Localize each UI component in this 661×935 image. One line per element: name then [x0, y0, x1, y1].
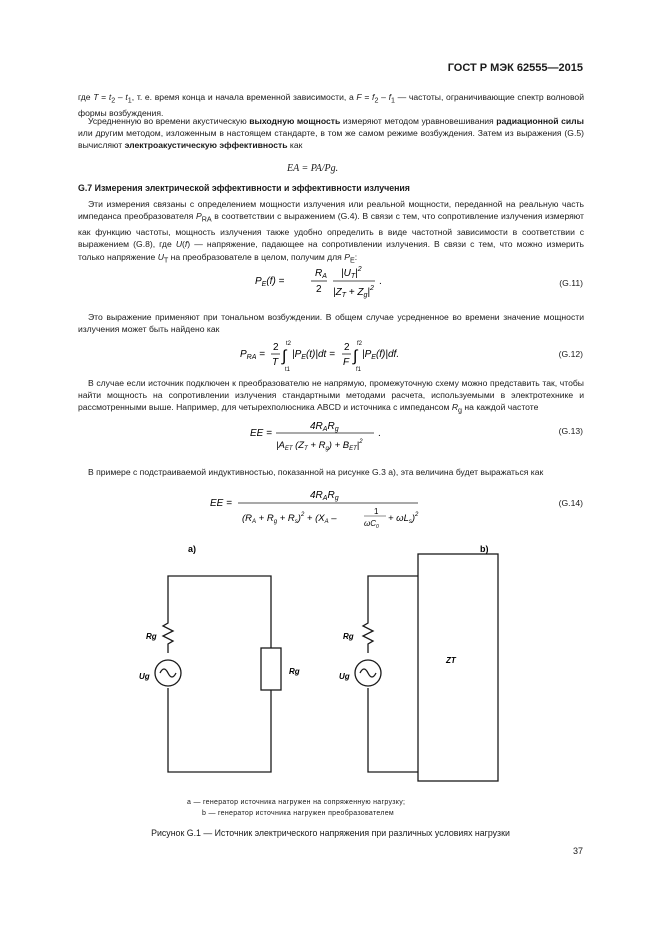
paragraph-4: Это выражение применяют при тональном возбуждении. В общем случае усредненное во времени значение мощности излучения может быть найдено как	[78, 312, 584, 335]
load-label-a: Rg	[289, 667, 300, 676]
equation-number-g14: (G.14)	[558, 498, 583, 508]
paragraph-2: Усредненную во времени акустическую выходную мощность измеряют методом уравновешивания радиационной силы или другим методом, изложенным в настоящем стандарте, в том же самом режиме возбуждения. Затем из выражения (G.5) вычисляют электроакустическую эффективность как	[78, 116, 584, 151]
figure-note-b: b — генератор источника нагружен преобразователем	[202, 810, 395, 817]
rg-label-b: Rg	[343, 632, 354, 641]
page-number: 37	[572, 846, 583, 856]
paragraph-3: Эти измерения связаны с определением мощности излучения или реальной мощности, переданной на реальную часть импеданса преобразователя $P_{RA}$ в соответствии с выражением (G.4). В связи с тем, что сопротивление излучения измеряют как функцию частоты, мощность излучения также удобно определить в виде частотной зависимости в соответствии с выражением (G.8), где U(f) — напряжение, падающее на сопротивлении излучения. В связи с тем, что можно измерить только напряжение $U_T$ на преобразователе в целом, получим для $P_E$:	[78, 199, 584, 265]
ug-label-a: Ug	[139, 672, 150, 681]
circuit-a	[155, 576, 281, 772]
svg-text:+ ωLs)2: + $\omega L_s)^2$	[388, 512, 419, 525]
circuit-b	[355, 554, 498, 781]
equation-number-g13: (G.13)	[558, 426, 583, 436]
equation-g14	[210, 486, 430, 530]
equation-ea: EA = PA/Pg.	[287, 163, 339, 174]
svg-text:|AET (ZT + Rg) + BET|2: $|A_{ET}$ $(Z_T + R_g) + B_{ET}|^2$	[276, 439, 363, 452]
svg-text:|UT|2: $|U_T|^2$	[341, 266, 362, 280]
figure-note-a: а — генератор источника нагружен на сопряженную нагрузку;	[187, 799, 406, 806]
svg-text:T: T	[272, 357, 279, 368]
svg-text:F: F	[343, 357, 350, 368]
svg-text:.: .	[379, 276, 382, 287]
svg-text:EE =: EE =	[250, 428, 272, 439]
equation-number-g12: (G.12)	[558, 349, 583, 359]
svg-text:t2: t2	[286, 341, 292, 347]
svg-text:∫: ∫	[282, 348, 287, 365]
figure-caption: Рисунок G.1 — Источник электрического напряжения при различных условиях нагрузки	[151, 828, 510, 838]
equation-g12	[240, 337, 400, 375]
svg-text:ωC0: $\omega C_0$	[364, 519, 379, 530]
paragraph-6: В примере с подстраиваемой индуктивностью, показанной на рисунке G.3 а), эта величина будет выражаться как	[88, 467, 544, 477]
figure-label-a: а)	[188, 544, 197, 554]
svg-text:(RA + Rg + Rs)2 + (XA –: $(R_A + R_g + R_s)^2 + (X_A$ –	[242, 512, 337, 525]
svg-text:4RARg: $4R_AR_g$	[310, 490, 339, 502]
svg-text:|PE(f)|df.: $|P_E(f)|df$.	[362, 349, 400, 361]
load-label-b: ZT	[446, 656, 456, 665]
svg-text:.: .	[378, 428, 381, 439]
svg-text:|PE(t)|dt =: $|P_E(t)|dt$ =	[292, 349, 335, 361]
equation-number-g11: (G.11)	[559, 278, 583, 288]
svg-text:2: 2	[316, 284, 322, 295]
svg-text:1: 1	[374, 507, 379, 516]
svg-text:PE(f) =: $P_E(f)$ =	[255, 276, 285, 288]
svg-text:2: 2	[344, 342, 350, 353]
svg-text:4RARg: $4R_AR_g$	[310, 421, 339, 433]
equation-g11	[255, 262, 385, 304]
paragraph-1: где $T = t_2 - t_1$, т. е. время конца и начала временной зависимости, а $F = f_2 - f_1$ — частоты, ограничивающие спектр волновой формы возбуждения.	[78, 92, 585, 118]
svg-text:PRA =: $P_{RA}$ =	[240, 349, 266, 361]
document-header: ГОСТ Р МЭК 62555—2015	[447, 62, 583, 74]
rg-label-a: Rg	[146, 632, 157, 641]
svg-text:f2: f2	[357, 341, 363, 347]
equation-g13	[250, 419, 390, 455]
svg-text:EE =: EE =	[210, 498, 232, 509]
figure-g1	[0, 538, 661, 798]
svg-text:t1: t1	[285, 367, 291, 373]
svg-text:2: 2	[273, 342, 279, 353]
svg-text:∫: ∫	[353, 348, 358, 365]
paragraph-5: В случае если источник подключен к преобразователю не напрямую, промежуточную схему можно представить так, чтобы найти мощность на сопротивлении излучения стандартными методами расчета, используемыми в электротехнике и рассмотренными выше. Например, для четырехполюсника ABCD и источника с импедансом $R_g$ на каждой частоте	[78, 378, 584, 416]
svg-text:f1: f1	[356, 367, 362, 373]
section-heading: G.7 Измерения электрической эффективности и эффективности излучения	[78, 183, 410, 193]
svg-text:|ZT + Zg|2: $|Z_T + Z_g|^2$	[333, 285, 374, 299]
figure-label-b: b)	[480, 544, 489, 554]
svg-text:RA: $R_A$	[315, 268, 327, 280]
ug-label-b: Ug	[339, 672, 350, 681]
